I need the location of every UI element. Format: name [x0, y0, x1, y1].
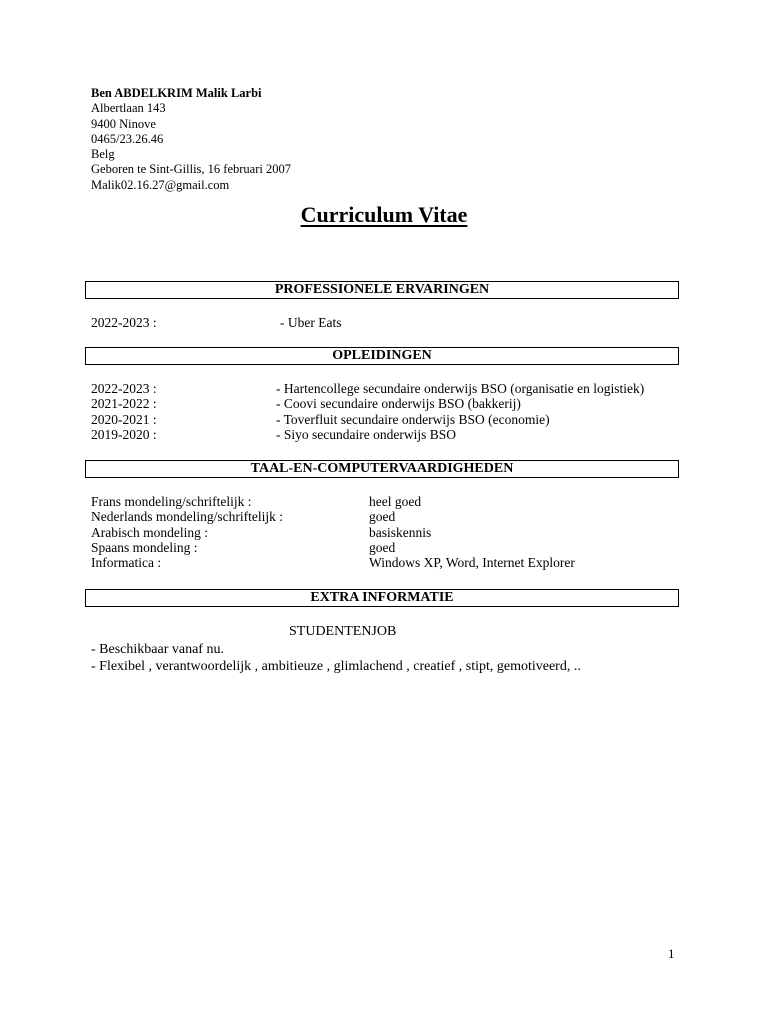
contact-name: Ben ABDELKRIM Malik Larbi: [91, 86, 262, 100]
education-period: 2021-2022 :: [91, 396, 157, 412]
skill-name: Frans mondeling/schriftelijk :: [91, 494, 252, 509]
skill-level: goed: [369, 539, 396, 555]
contact-email: Malik02.16.27@gmail.com: [91, 177, 230, 192]
skill-name: Spaans mondeling :: [91, 539, 198, 555]
extra-line: - Flexibel , verantwoordelijk , ambitieuze , glimlachend , creatief , stipt, gemotiveerd, ..: [91, 659, 581, 674]
document-title: Curriculum Vitae: [300, 202, 468, 227]
skill-level: Windows XP, Word, Internet Explorer: [369, 555, 575, 571]
education-period: 2022-2023 :: [91, 381, 157, 396]
skill-level: basiskennis: [369, 524, 432, 540]
contact-block: [91, 86, 291, 193]
page-number: 1: [668, 946, 675, 961]
experience-period: 2022-2023 :: [91, 315, 157, 330]
education-text: - Siyo secundaire onderwijs BSO: [276, 426, 456, 442]
section-heading-education: OPLEIDINGEN: [85, 347, 679, 365]
section-heading-languages: TAAL-EN-COMPUTERVAARDIGHEDEN: [85, 460, 679, 478]
education-text: - Toverfluit secundaire onderwijs BSO (economie): [276, 411, 550, 427]
experience-text: - Uber Eats: [280, 315, 342, 330]
skill-name: Informatica :: [91, 555, 162, 571]
section-heading-extra: EXTRA INFORMATIE: [85, 589, 679, 607]
education-text: - Hartencollege secundaire onderwijs BSO (organisatie en logistiek): [276, 381, 645, 396]
education-period: 2019-2020 :: [91, 426, 157, 442]
section-heading-experience: PROFESSIONELE ERVARINGEN: [85, 281, 679, 299]
contact-nationality: Belg: [91, 147, 115, 162]
contact-city: 9400 Ninove: [91, 116, 156, 131]
skill-level: heel goed: [369, 494, 422, 509]
skill-name: Arabisch mondeling :: [91, 524, 208, 540]
extra-line: - Beschikbaar vanaf nu.: [91, 642, 224, 657]
contact-phone: 0465/23.26.46: [91, 131, 164, 146]
contact-birth: Geboren te Sint-Gillis, 16 februari 2007: [91, 162, 291, 177]
contact-street: Albertlaan 143: [91, 101, 166, 116]
skill-level: goed: [369, 509, 396, 525]
skill-name: Nederlands mondeling/schriftelijk :: [91, 509, 283, 525]
extra-subheading: STUDENTENJOB: [289, 624, 397, 639]
education-text: - Coovi secundaire onderwijs BSO (bakkerij): [276, 396, 521, 412]
extra-list: [91, 641, 581, 675]
education-period: 2020-2021 :: [91, 411, 157, 427]
